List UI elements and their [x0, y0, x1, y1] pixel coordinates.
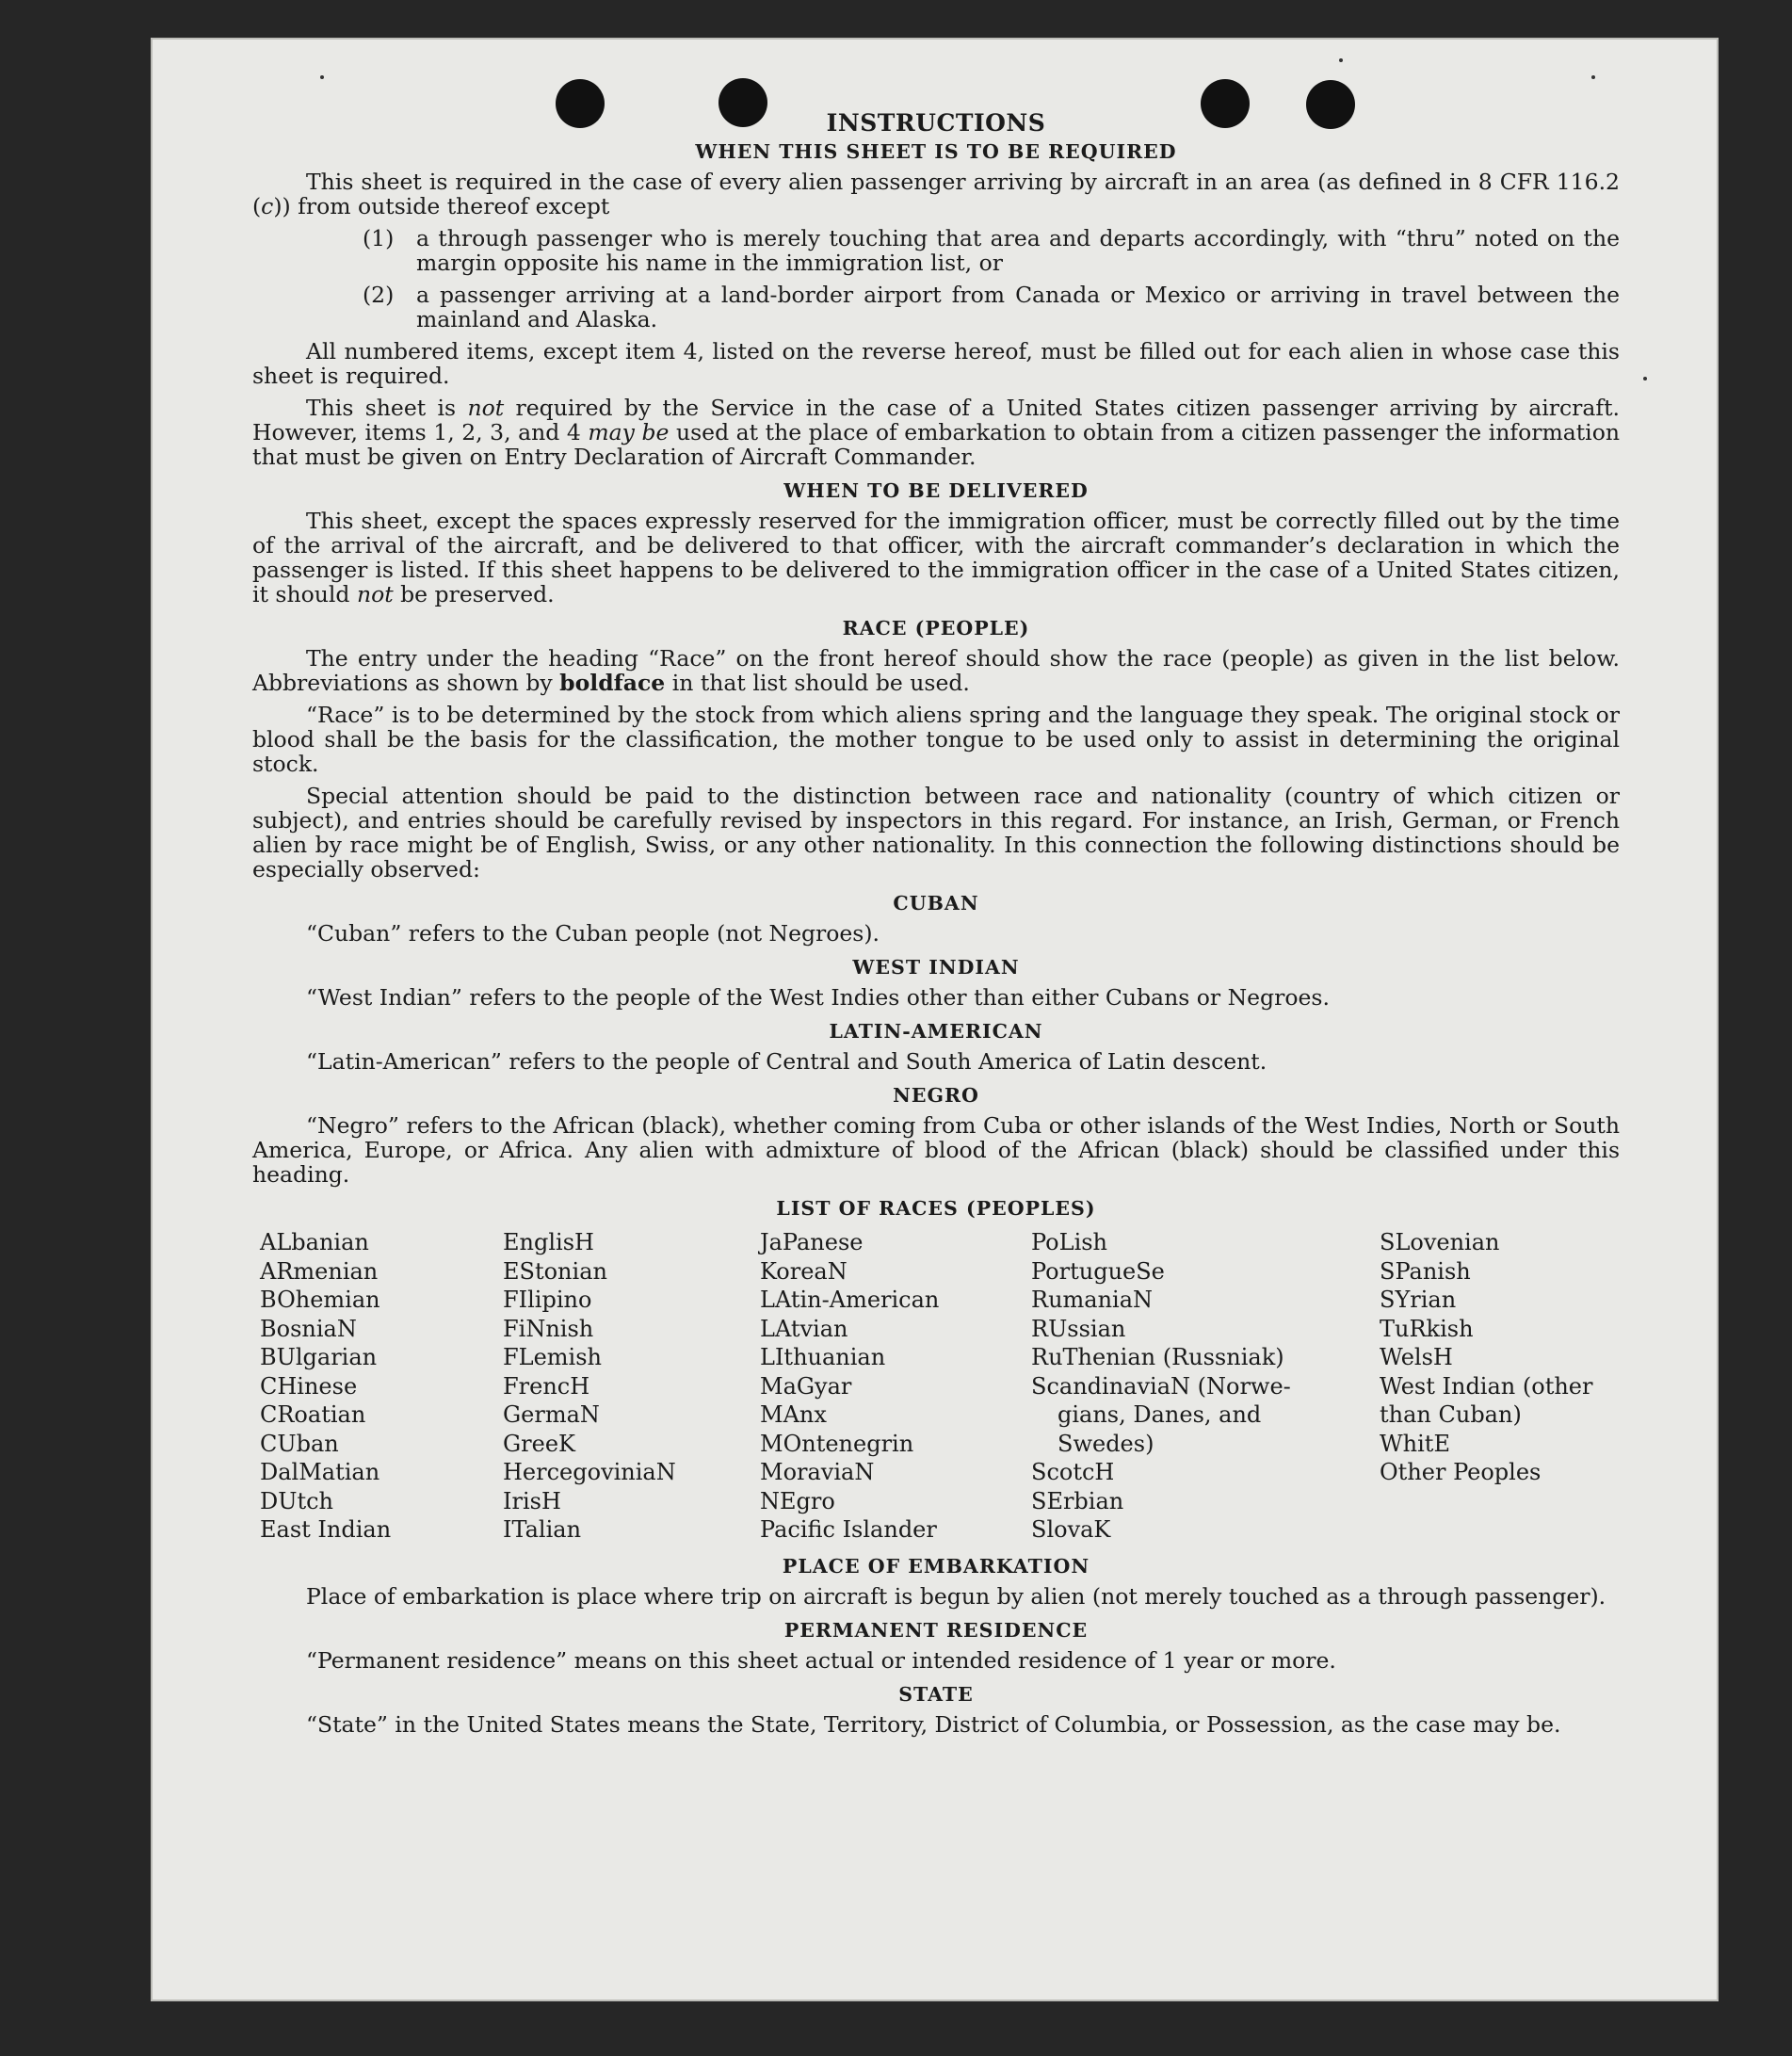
race-entry: IrisH — [503, 1487, 561, 1514]
heading-race: RACE (PEOPLE) — [842, 617, 1030, 639]
speck — [320, 75, 324, 79]
race-entry: FrencH — [503, 1372, 590, 1400]
race-entry: Swedes) — [1057, 1430, 1154, 1457]
race-entry: ALbanian — [260, 1229, 369, 1255]
speck — [1591, 75, 1595, 79]
definition-west-indian: “West Indian” refers to the people of the West Indies other than either Cubans or Negroes. — [306, 984, 1330, 1011]
item-text: a through passenger who is merely touching that area and departs accordingly, with “thru” noted on the margin opposite his name in the immigration list, or — [416, 225, 1620, 276]
race-entry: WhitE — [1380, 1430, 1450, 1457]
race-entry: MAnx — [760, 1401, 827, 1428]
race-entry: FiNnish — [503, 1315, 594, 1342]
races-column-5 — [1380, 1228, 1627, 1545]
speck — [1339, 58, 1343, 62]
race-entry: FIlipino — [503, 1287, 592, 1313]
race-entry: East Indian — [260, 1516, 392, 1543]
race-entry: EnglisH — [503, 1229, 594, 1255]
exception-item — [252, 283, 1620, 332]
definition-cuban: “Cuban” refers to the Cuban people (not Negroes). — [306, 920, 880, 947]
document-sheet — [151, 38, 1719, 2001]
race-entry: than Cuban) — [1380, 1401, 1522, 1428]
definition-embarkation: Place of embarkation is place where trip on aircraft is begun by alien (not merely touched as a through passenger). — [306, 1582, 1606, 1610]
definition-permanent-residence: “Permanent residence” means on this sheet actual or intended residence of 1 year or more. — [306, 1646, 1336, 1674]
paragraph-race-stock: “Race” is to be determined by the stock from which aliens spring and the language they speak. The original stock or blood shall be the basis for the classification, the mother tongue to be used only to assist in determining the original stock. — [252, 702, 1620, 777]
paragraph-race-nationality: Special attention should be paid to the distinction between race and nationality (country of which citizen or subject), and entries should be carefully revised by inspectors in this regard. For instance, an Irish, German, or French alien by race might be of English, Swiss, or any other nationality. In this connection the following distinctions should be especially observed: — [252, 783, 1620, 882]
race-entry: CUban — [260, 1430, 339, 1457]
exception-item — [252, 226, 1620, 275]
race-entry: LAtin-American — [760, 1287, 940, 1313]
race-entry: GreeK — [503, 1430, 575, 1457]
race-entry: ScotcH — [1031, 1459, 1115, 1485]
race-entry: FLemish — [503, 1344, 602, 1370]
race-entry: ARmenian — [260, 1257, 379, 1285]
race-entry: SLovenian — [1380, 1229, 1500, 1255]
race-entry: BosniaN — [260, 1315, 357, 1342]
heading-list-of-races: LIST OF RACES (PEOPLES) — [776, 1197, 1096, 1220]
definition-latin-american: “Latin-American” refers to the people of Central and South America of Latin descent. — [306, 1048, 1267, 1075]
race-entry: WelsH — [1380, 1344, 1453, 1370]
race-entry: PortugueSe — [1031, 1257, 1165, 1285]
race-entry: gians, Danes, and — [1057, 1401, 1262, 1428]
race-entry: LIthuanian — [760, 1344, 886, 1370]
race-entry: TuRkish — [1380, 1315, 1474, 1342]
race-entry: EStonian — [503, 1257, 607, 1285]
race-entry: SErbian — [1031, 1487, 1124, 1514]
race-entry: West Indian (other — [1380, 1372, 1593, 1400]
item-text: a passenger arriving at a land-border airport from Canada or Mexico or arriving in travel between the mainland and Alaska. — [416, 282, 1620, 332]
races-column-3 — [760, 1228, 1031, 1545]
race-entry: RUssian — [1031, 1315, 1126, 1342]
race-entry: RuThenian (Russniak) — [1031, 1344, 1284, 1370]
heading-cuban: CUBAN — [893, 892, 979, 915]
item-number: (1) — [363, 225, 395, 251]
race-entry: DUtch — [260, 1487, 334, 1514]
race-entry: Pacific Islander — [760, 1516, 937, 1543]
race-entry: ScandinaviaN (Norwe- — [1031, 1372, 1291, 1400]
speck — [1643, 377, 1647, 380]
heading-west-indian: WEST INDIAN — [852, 956, 1020, 979]
race-entry: JaPanese — [760, 1229, 864, 1255]
race-entry: DalMatian — [260, 1459, 380, 1485]
race-entry: SPanish — [1380, 1257, 1471, 1285]
race-entry: NEgro — [760, 1487, 835, 1514]
race-entry: BUlgarian — [260, 1344, 378, 1370]
race-entry: HercegoviniaN — [503, 1459, 676, 1485]
heading-embarkation: PLACE OF EMBARKATION — [782, 1554, 1090, 1578]
item-number: (2) — [363, 282, 395, 308]
paragraph-race-entry: The entry under the heading “Race” on the front hereof should show the race (people) as given in the list below. Abbreviations as shown by boldface in that list should be used. — [252, 645, 1620, 696]
paragraph-citizen: This sheet is not required by the Service in the case of a United States citizen passenger arriving by aircraft. However, items 1, 2, 3, and 4 may be used at the place of embarkation to obtain from a citizen passenger the information that must be given on Entry Declaration of Aircraft Commander. — [252, 395, 1620, 470]
races-list — [260, 1228, 1620, 1545]
heading-state: STATE — [898, 1682, 974, 1706]
races-column-1 — [260, 1228, 503, 1545]
definition-negro: “Negro” refers to the African (black), whether coming from Cuba or other islands of the West Indies, North or South America, Europe, or Africa. Any alien with admixture of blood of the African (black) should be classified under this heading. — [252, 1112, 1620, 1188]
heading-negro: NEGRO — [893, 1084, 979, 1107]
races-column-2 — [503, 1228, 760, 1545]
race-entry: LAtvian — [760, 1315, 848, 1342]
paragraph-required: This sheet is required in the case of every alien passenger arriving by aircraft in an area (as defined in 8 CFR 116.2 (c)) from outside thereof except — [252, 169, 1620, 219]
race-entry: BOhemian — [260, 1287, 380, 1313]
race-entry: SYrian — [1380, 1287, 1457, 1313]
race-entry: CHinese — [260, 1372, 358, 1400]
heading-permanent-residence: PERMANENT RESIDENCE — [783, 1618, 1089, 1642]
race-entry: Other Peoples — [1380, 1459, 1542, 1485]
race-entry: SlovaK — [1031, 1516, 1111, 1543]
heading-latin-american: LATIN-AMERICAN — [829, 1020, 1043, 1043]
paragraph-delivered: This sheet, except the spaces expressly reserved for the immigration officer, must be correctly filled out by the time of the arrival of the aircraft, and be delivered to that officer, with the aircraft commander’s declaration in which the passenger is listed. If this sheet happens to be delivered to the immigration officer in the case of a United States citizen, it should not be preserved. — [252, 508, 1620, 607]
race-entry: PoLish — [1031, 1229, 1108, 1255]
heading-when-delivered: WHEN TO BE DELIVERED — [783, 479, 1089, 502]
race-entry: KoreaN — [760, 1257, 848, 1285]
races-column-4 — [1031, 1228, 1380, 1545]
instructions-text — [252, 111, 1620, 1744]
race-entry: MaGyar — [760, 1372, 852, 1400]
race-entry: GermaN — [503, 1401, 600, 1428]
race-entry: MoraviaN — [760, 1459, 875, 1485]
race-entry: RumaniaN — [1031, 1287, 1154, 1313]
paragraph-numbered-items: All numbered items, except item 4, listed on the reverse hereof, must be filled out for each alien in whose case this sheet is required. — [252, 338, 1620, 389]
race-entry: ITalian — [503, 1516, 582, 1543]
race-entry: MOntenegrin — [760, 1430, 914, 1457]
race-entry: CRoatian — [260, 1401, 366, 1428]
heading-when-required: WHEN THIS SHEET IS TO BE REQUIRED — [695, 140, 1177, 163]
instructions-title: INSTRUCTIONS — [826, 109, 1046, 137]
definition-state: “State” in the United States means the State, Territory, District of Columbia, or Possession, as the case may be. — [306, 1710, 1561, 1738]
